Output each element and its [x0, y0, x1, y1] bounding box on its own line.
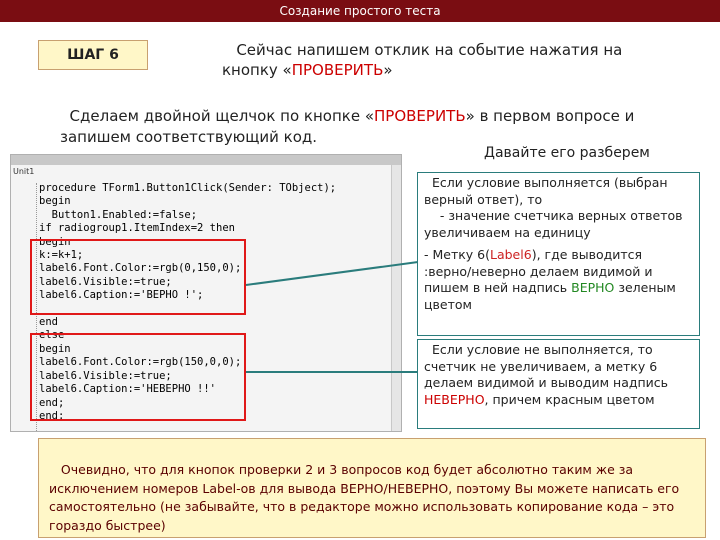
callout1-p3 [424, 247, 693, 313]
note-box [38, 438, 706, 538]
code-line: if radiogroup1.ItemIndex=2 then [39, 222, 235, 235]
callout1-p3-start: - Метку 6( [424, 247, 490, 262]
code-line: procedure TForm1.Button1Click(Sender: TObject); [39, 182, 337, 194]
intro1-text: Сейчас напишем отклик на событие нажатия на кнопку « [222, 41, 623, 79]
callout1-label6: Label6 [490, 247, 532, 262]
intro2-text: Сделаем двойной щелчок по кнопке « [69, 107, 374, 125]
code-line: end [39, 316, 58, 329]
editor-tab: Unit1 [13, 167, 35, 176]
note-text [49, 461, 699, 535]
note-text-content: Очевидно, что для кнопок проверки 2 и 3 вопросов код будет абсолютно таким же за исключением номеров Label-ов для вывода ВЕРНО/НЕВЕРНО, поэтому Вы можете написать его самостоятельно (не забывайте, что в редакторе можно использовать копирование кода – это гораздо быстрее) [49, 462, 680, 533]
connector-true [246, 262, 418, 285]
code-line: end; [39, 409, 65, 422]
code-line: Button1.Enabled:=false; [39, 208, 198, 221]
code-line: label6.Caption:='НЕВЕРНО !!' [39, 383, 217, 396]
slide-title: Создание простого теста [279, 4, 441, 18]
callout-true-branch [417, 172, 700, 336]
callout-heading: Давайте его разберем [484, 145, 650, 161]
code-line: label6.Visible:=true; [39, 275, 172, 288]
callout1-p3-mid: ), где выводится :верно/неверно делаем видимой и пишем в ней надпись [424, 247, 653, 295]
step-label: ШАГ 6 [67, 47, 119, 63]
code-line: begin [39, 342, 71, 355]
code-line: label6.Caption:='ВЕРНО !'; [39, 289, 204, 302]
code-line: begin [39, 235, 71, 248]
callout1-word-verno: ВЕРНО [571, 280, 615, 295]
callout2-start: Если условие не выполняется, то счетчик не увеличиваем, а метку 6 делаем видимой и выводим надпись [424, 342, 669, 390]
callout1-p3-end: зеленым цветом [424, 280, 676, 312]
callout2-word-neverno: НЕВЕРНО [424, 391, 485, 407]
code-line: k:=k+1; [39, 249, 84, 262]
code-line: label6.Visible:=true; [39, 369, 172, 382]
code-line: label6.Font.Color:=rgb(0,150,0); [39, 262, 242, 275]
code-line: else [39, 329, 65, 342]
code-line: end; [39, 396, 65, 409]
intro2-highlight: ПРОВЕРИТЬ [374, 107, 466, 125]
intro1-end: » [383, 61, 393, 79]
callout-false-branch [417, 339, 700, 429]
code-line: label6.Font.Color:=rgb(150,0,0); [39, 356, 242, 369]
callout1-p1 [424, 175, 693, 208]
callout2-text [424, 342, 693, 408]
callout2-end: , причем красным цветом [484, 391, 655, 407]
intro2-end: » в первом вопросе и запишем соответствующий код. [60, 107, 635, 146]
callout1-p2 [424, 208, 693, 241]
callout1-p1-text: Если условие выполняется (выбран верный ответ), то [424, 175, 668, 207]
intro1-highlight: ПРОВЕРИТЬ [291, 61, 384, 79]
callout1-p2-text: - значение счетчика верных ответов увеличиваем на единицу [424, 208, 683, 240]
code-line: begin [39, 195, 71, 208]
